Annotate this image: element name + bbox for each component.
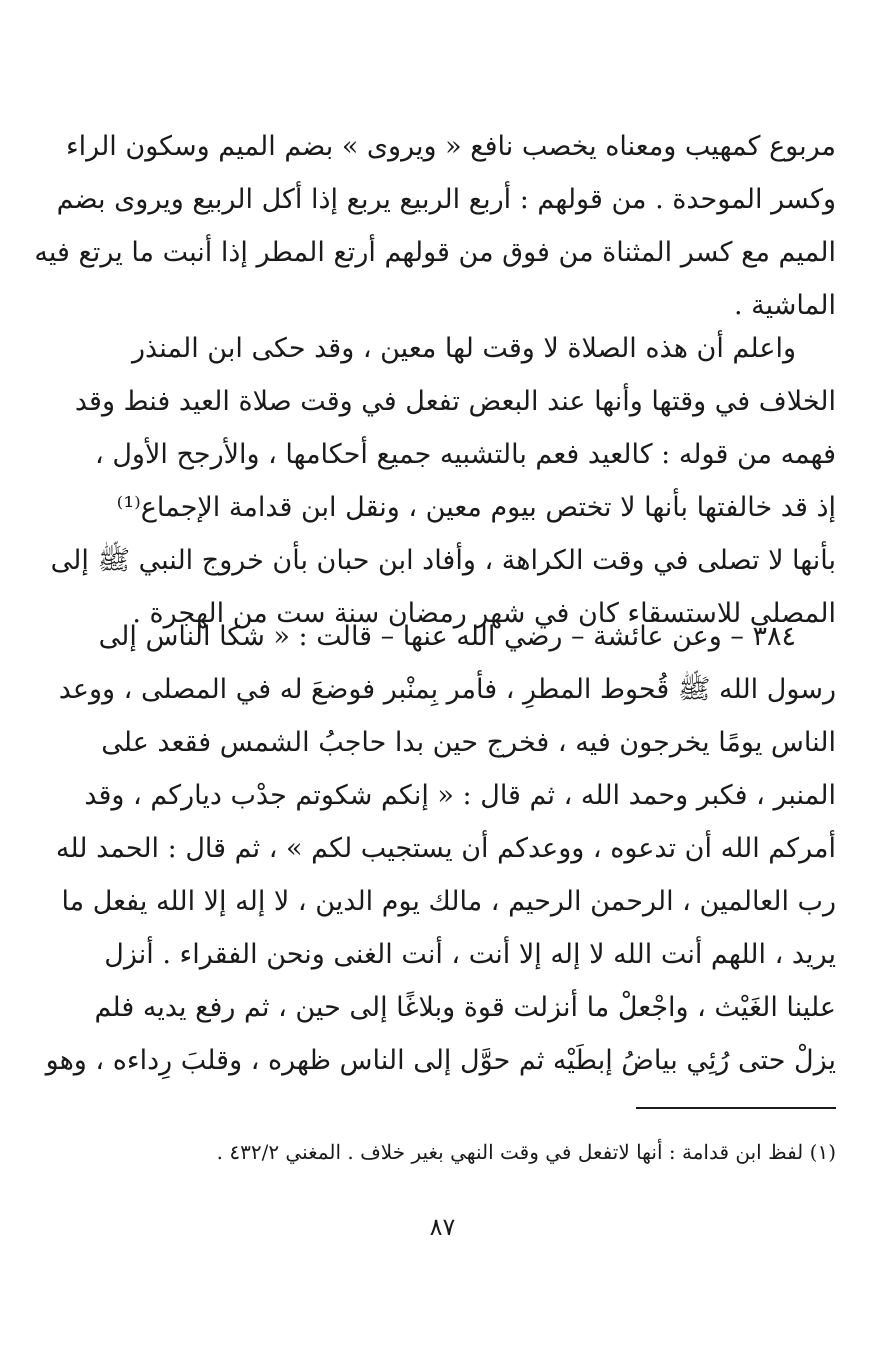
text-line: المصلى للاستسقاء كان في شهر رمضان سنة ست من الهجرة .: [132, 598, 836, 629]
text-line: رسول الله ﷺ قُحوط المطرِ ، فأمر بِمنْبر فوضعَ له في المصلى ، ووعد: [58, 674, 836, 705]
text-line: رب العالمين ، الرحمن الرحيم ، مالك يوم الدين ، لا إله إلا الله يفعل ما: [61, 886, 836, 917]
text-line: علينا الغَيْث ، واجْعلْ ما أنزلت قوة وبلاغًا إلى حين ، ثم رفع يديه فلم: [94, 992, 836, 1023]
text-line: أمركم الله أن تدعوه ، ووعدكم أن يستجيب لكم » ، ثم قال : الحمد لله: [55, 833, 836, 864]
paragraph-3-hadith: [45, 610, 836, 1087]
page-number: ٨٧: [429, 1213, 456, 1241]
paragraph-2: [50, 322, 836, 640]
text-line: الناس يومًا يخرجون فيه ، فخرج حين بدا حاجبُ الشمس فقعد على: [101, 727, 836, 758]
paragraph-1: [34, 120, 836, 332]
text-line: الميم مع كسر المثناة من فوق من قولهم أرتع المطر إذا أنبت ما يرتع فيه: [34, 237, 836, 268]
text-line: وكسر الموحدة . من قولهم : أربع الربيع يربع إذا أكل الربيع ويروى بضم: [56, 184, 836, 215]
text-line: ٣٨٤ – وعن عائشة – رضي الله عنها – قالت : « شكا الناس إلى: [98, 621, 796, 652]
text-line: الخلاف في وقتها وأنها عند البعض تفعل في وقت صلاة العيد فنط وقد: [74, 386, 836, 417]
text-line: واعلم أن هذه الصلاة لا وقت لها معين ، وقد حكى ابن المنذر: [132, 333, 796, 364]
text-line: فهمه من قوله : كالعيد فعم بالتشبيه جميع أحكامها ، والأرجح الأول ،: [95, 439, 836, 470]
text-line: مربوع كمهيب ومعناه يخصب نافع « ويروى » بضم الميم وسكون الراء: [65, 131, 836, 162]
text-line: بأنها لا تصلى في وقت الكراهة ، وأفاد ابن حبان بأن خروج النبي ﷺ إلى: [50, 545, 836, 576]
text-line: يزلْ حتى رُئِي بياضُ إبطَيْه ثم حوَّل إلى الناس ظهره ، وقلبَ رِداءه ، وهو: [45, 1045, 836, 1076]
text-line: الماشية .: [734, 290, 836, 321]
text-line: إذ قد خالفتها بأنها لا تختص بيوم معين ، ونقل ابن قدامة الإجماع⁽¹⁾: [116, 492, 836, 523]
footnote-divider: [636, 1107, 836, 1109]
text-line: يريد ، اللهم أنت الله لا إله إلا أنت ، أنت الغنى ونحن الفقراء . أنزل: [104, 939, 836, 970]
text-line: المنبر ، فكبر وحمد الله ، ثم قال : « إنكم شكوتم جدْب دياركم ، وقد: [84, 780, 836, 811]
footnote: (١) لفظ ابن قدامة : أنها لاتفعل في وقت النهي بغير خلاف . المغني ٤٣٢/٢ .: [216, 1140, 836, 1164]
